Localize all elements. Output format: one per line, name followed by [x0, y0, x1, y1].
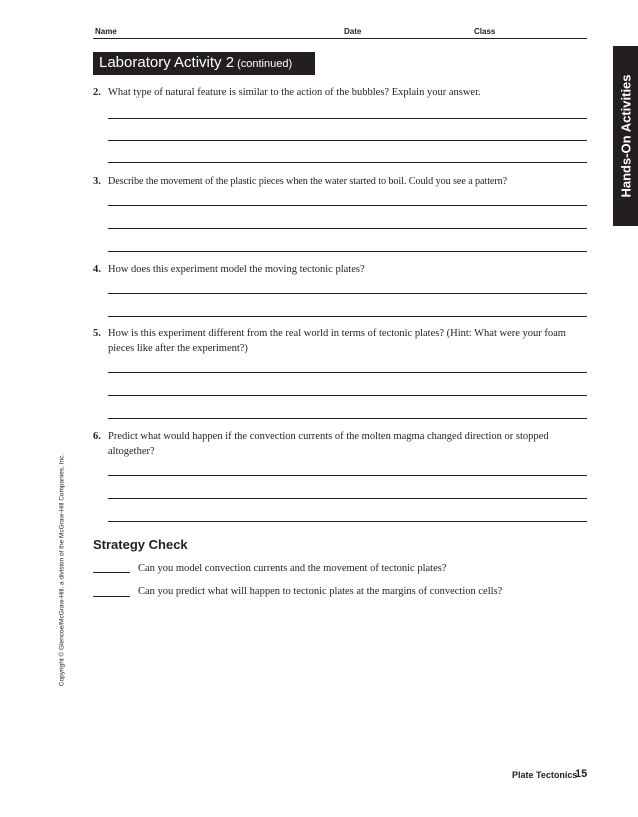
strategy-check-heading: Strategy Check: [93, 537, 188, 552]
footer-section: Plate Tectonics: [512, 770, 578, 780]
answer-line[interactable]: [108, 205, 587, 206]
answer-line[interactable]: [108, 228, 587, 229]
question-number: 6.: [93, 431, 101, 442]
class-label: Class: [474, 27, 496, 36]
question-number: 4.: [93, 264, 101, 275]
question-number: 5.: [93, 328, 101, 339]
question-4: [93, 262, 593, 277]
activity-subtitle: (continued): [237, 58, 293, 70]
question-3: [93, 174, 593, 189]
answer-line[interactable]: [108, 475, 587, 476]
date-label: Date: [344, 27, 362, 36]
answer-line[interactable]: [108, 418, 587, 419]
answer-line[interactable]: [108, 251, 587, 252]
strategy-check-item: Can you predict what will happen to tectonic plates at the margins of convection cells?: [138, 586, 503, 597]
side-tab-label: Hands-On Activities: [618, 74, 633, 198]
answer-line[interactable]: [108, 140, 587, 141]
name-label: Name: [95, 27, 117, 36]
question-text: Predict what would happen if the convection currents of the molten magma changed direction or stopped altogether?: [108, 431, 549, 457]
strategy-check-item: Can you model convection currents and the movement of tectonic plates?: [138, 563, 447, 574]
check-blank[interactable]: [93, 572, 130, 573]
header-rule: [93, 38, 587, 39]
answer-line[interactable]: [108, 372, 587, 373]
check-blank[interactable]: [93, 596, 130, 597]
answer-line[interactable]: [108, 118, 587, 119]
answer-line[interactable]: [108, 395, 587, 396]
question-6: [93, 429, 587, 459]
activity-title-banner: [93, 52, 315, 75]
section-side-tab: [613, 46, 638, 226]
question-text: How is this experiment different from the real world in terms of tectonic plates? (Hint: What were your foam pieces like after the experiment?): [108, 328, 566, 354]
activity-title: Laboratory Activity 2: [99, 54, 235, 71]
answer-line[interactable]: [108, 293, 587, 294]
answer-line[interactable]: [108, 521, 587, 522]
answer-line[interactable]: [108, 162, 587, 163]
question-5: [93, 326, 583, 356]
question-text: Describe the movement of the plastic pieces when the water started to boil. Could you see a pattern?: [108, 176, 508, 187]
question-text: What type of natural feature is similar to the action of the bubbles? Explain your answer.: [108, 87, 481, 98]
answer-line[interactable]: [108, 498, 587, 499]
question-number: 2.: [93, 87, 101, 98]
answer-line[interactable]: [108, 316, 587, 317]
page-number: 15: [575, 768, 588, 780]
question-number: 3.: [93, 176, 101, 187]
copyright-text: Copyright © Glencoe/McGraw-Hill, a division of the McGraw-Hill Companies, Inc.: [58, 453, 66, 687]
question-text: How does this experiment model the moving tectonic plates?: [108, 264, 365, 275]
question-2: [93, 85, 593, 100]
